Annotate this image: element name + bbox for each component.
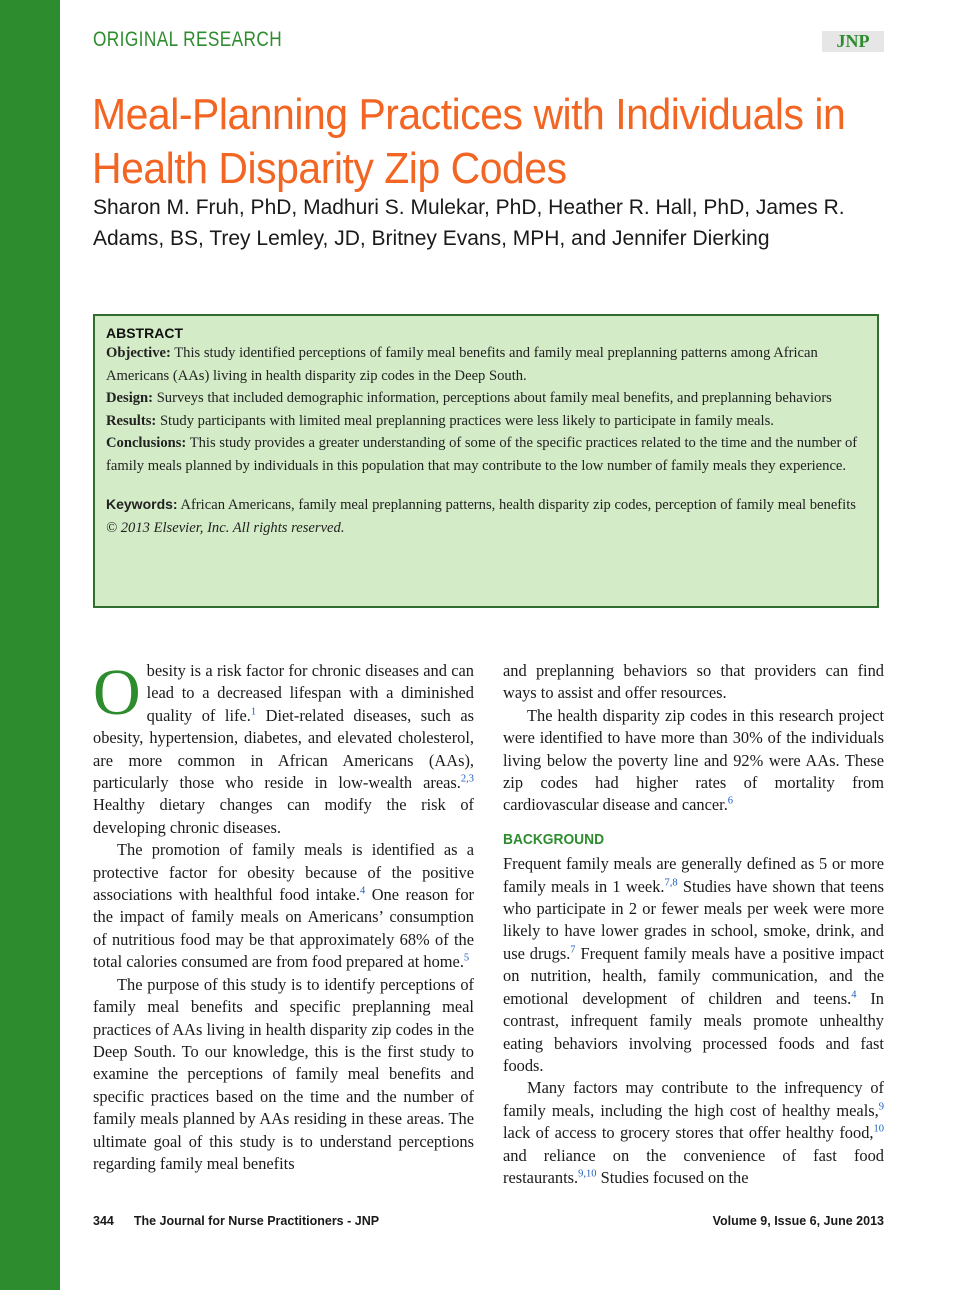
conclusions-label: Conclusions:	[106, 435, 187, 451]
body-text: Healthy dietary changes can modify the risk of developing chronic diseases.	[93, 795, 474, 837]
article-title: Meal-Planning Practices with Individuals in Health Disparity Zip Codes	[92, 90, 846, 193]
objective-text: This study identified perceptions of family meal benefits and family meal preplanning patterns among African Americans (AAs) living in health disparity zip codes in the Deep South.	[106, 345, 818, 384]
body-text: One reason for the impact of family meals on Americans’ consumption of nutritious food may be that approximately 68% of the total calories consumed are from food prepared at home.	[93, 885, 474, 972]
body-text: Studies focused on the	[596, 1167, 749, 1187]
keywords-text: African Americans, family meal preplanning patterns, health disparity zip codes, perception of family meal benefits	[180, 497, 856, 513]
article-authors: Sharon M. Fruh, PhD, Madhuri S. Mulekar, PhD, Heather R. Hall, PhD, James R. Adams, BS, Trey Lemley, JD, Britney Evans, MPH, and Jennifer Dierking	[93, 196, 845, 250]
body-text: The promotion of family meals is identified as a protective factor for obesity because of the positive associations with healthful food intake.	[93, 840, 474, 905]
copyright-notice: © 2013 Elsevier, Inc. All rights reserved.	[106, 519, 345, 536]
citation-link[interactable]: 6	[727, 795, 734, 807]
body-text: lack of access to grocery stores that offer healthy food,	[503, 1123, 874, 1143]
background-heading: BACKGROUND	[503, 831, 605, 848]
body-column-left	[93, 656, 474, 1175]
body-text: besity is a risk factor for chronic diseases and can lead to a decreased lifespan with a diminished quality of life.	[146, 661, 474, 725]
body-text: Frequent family meals have a positive impact on nutrition, health, family communication, and the emotional development of children and teens.	[503, 943, 884, 1008]
abstract-conclusions	[106, 432, 866, 477]
citation-link[interactable]: 9	[878, 1101, 884, 1113]
citation-link[interactable]: 9,10	[578, 1168, 597, 1180]
citation-link[interactable]: 10	[873, 1123, 884, 1135]
body-paragraph-1	[93, 656, 474, 839]
objective-label: Objective:	[106, 345, 171, 361]
abstract-heading: ABSTRACT	[106, 325, 183, 341]
design-text: Surveys that included demographic information, perceptions about family meal benefits, and preplanning behaviors	[156, 390, 832, 406]
body-text: In contrast, infrequent family meals promote unhealthy eating behaviors involving processed foods and fast foods.	[503, 988, 884, 1075]
conclusions-text: This study provides a greater understanding of some of the specific practices related to the time and the number of family meals planned by individuals in this population that may contribute to the low number of family meals they experience.	[106, 435, 858, 474]
body-text: Frequent family meals are generally defined as 5 or more family meals in 1 week.	[503, 854, 884, 896]
journal-badge: JNP	[822, 31, 884, 52]
abstract-design	[106, 387, 866, 410]
body-paragraph-5	[503, 705, 884, 817]
body-paragraph-7	[503, 1077, 884, 1189]
abstract-objective	[106, 342, 866, 387]
body-paragraph-4: and preplanning behaviors so that providers can find ways to assist and offer resources.	[503, 661, 884, 703]
citation-link[interactable]: 2,3	[460, 773, 474, 785]
abstract-results	[106, 410, 866, 433]
body-text: and reliance on the convenience of fast food restaurants.	[503, 1145, 884, 1187]
abstract-keywords	[106, 493, 866, 517]
design-label: Design:	[106, 390, 154, 406]
section-tag: ORIGINAL RESEARCH	[93, 28, 283, 51]
body-text: Diet-related diseases, such as obesity, hypertension, diabetes, and elevated cholesterol, are more common in African Americans (AAs), particularly those who reside in low-wealth areas.	[93, 705, 474, 793]
citation-link[interactable]: 7,8	[664, 877, 678, 889]
keywords-label: Keywords:	[106, 496, 178, 512]
journal-name: The Journal for Nurse Practitioners - JNP	[133, 1214, 380, 1228]
body-text: Many factors may contribute to the infrequency of family meals, including the high cost of healthy meals,	[503, 1078, 884, 1120]
drop-cap: O	[93, 656, 141, 729]
results-text: Study participants with limited meal preplanning practices were less likely to participate in family meals.	[159, 412, 774, 429]
body-text: Studies have shown that teens who participate in 2 or fewer meals per week were more likely to have lower grades in school, smoke, drink, and use drugs.	[503, 876, 884, 963]
citation-link[interactable]: 5	[463, 952, 470, 964]
green-sidebar-bar	[0, 0, 60, 1290]
citation-link[interactable]: 7	[570, 944, 576, 956]
body-column-right	[503, 660, 884, 1189]
results-label: Results:	[106, 412, 157, 429]
abstract-box	[93, 314, 879, 608]
citation-link[interactable]: 4	[359, 885, 366, 897]
body-paragraph-3: The purpose of this study is to identify perceptions of family meal benefits and specific preplanning meal practices of AAs living in health disparity zip codes in the Deep South. To our knowledge, this is the first study to examine the perceptions of family meal benefits and specific practices based on the time and the number of family meals planned by AAs residing in these areas. The ultimate goal of this study is to understand perceptions regarding family meal benefits	[93, 974, 474, 1173]
page-number: 344	[93, 1214, 114, 1228]
body-paragraph-2	[93, 839, 474, 973]
citation-link[interactable]: 4	[851, 989, 857, 1001]
footer-left	[93, 1214, 379, 1228]
footer-issue: Volume 9, Issue 6, June 2013	[712, 1214, 884, 1228]
body-paragraph-6	[503, 853, 884, 1077]
body-text: The health disparity zip codes in this research project were identified to have more than 30% of the individuals living below the poverty line and 92% were AAs. These zip codes had higher rates of mortality from cardiovascular disease and cancer.	[503, 705, 884, 815]
citation-link[interactable]: 1	[250, 706, 257, 718]
